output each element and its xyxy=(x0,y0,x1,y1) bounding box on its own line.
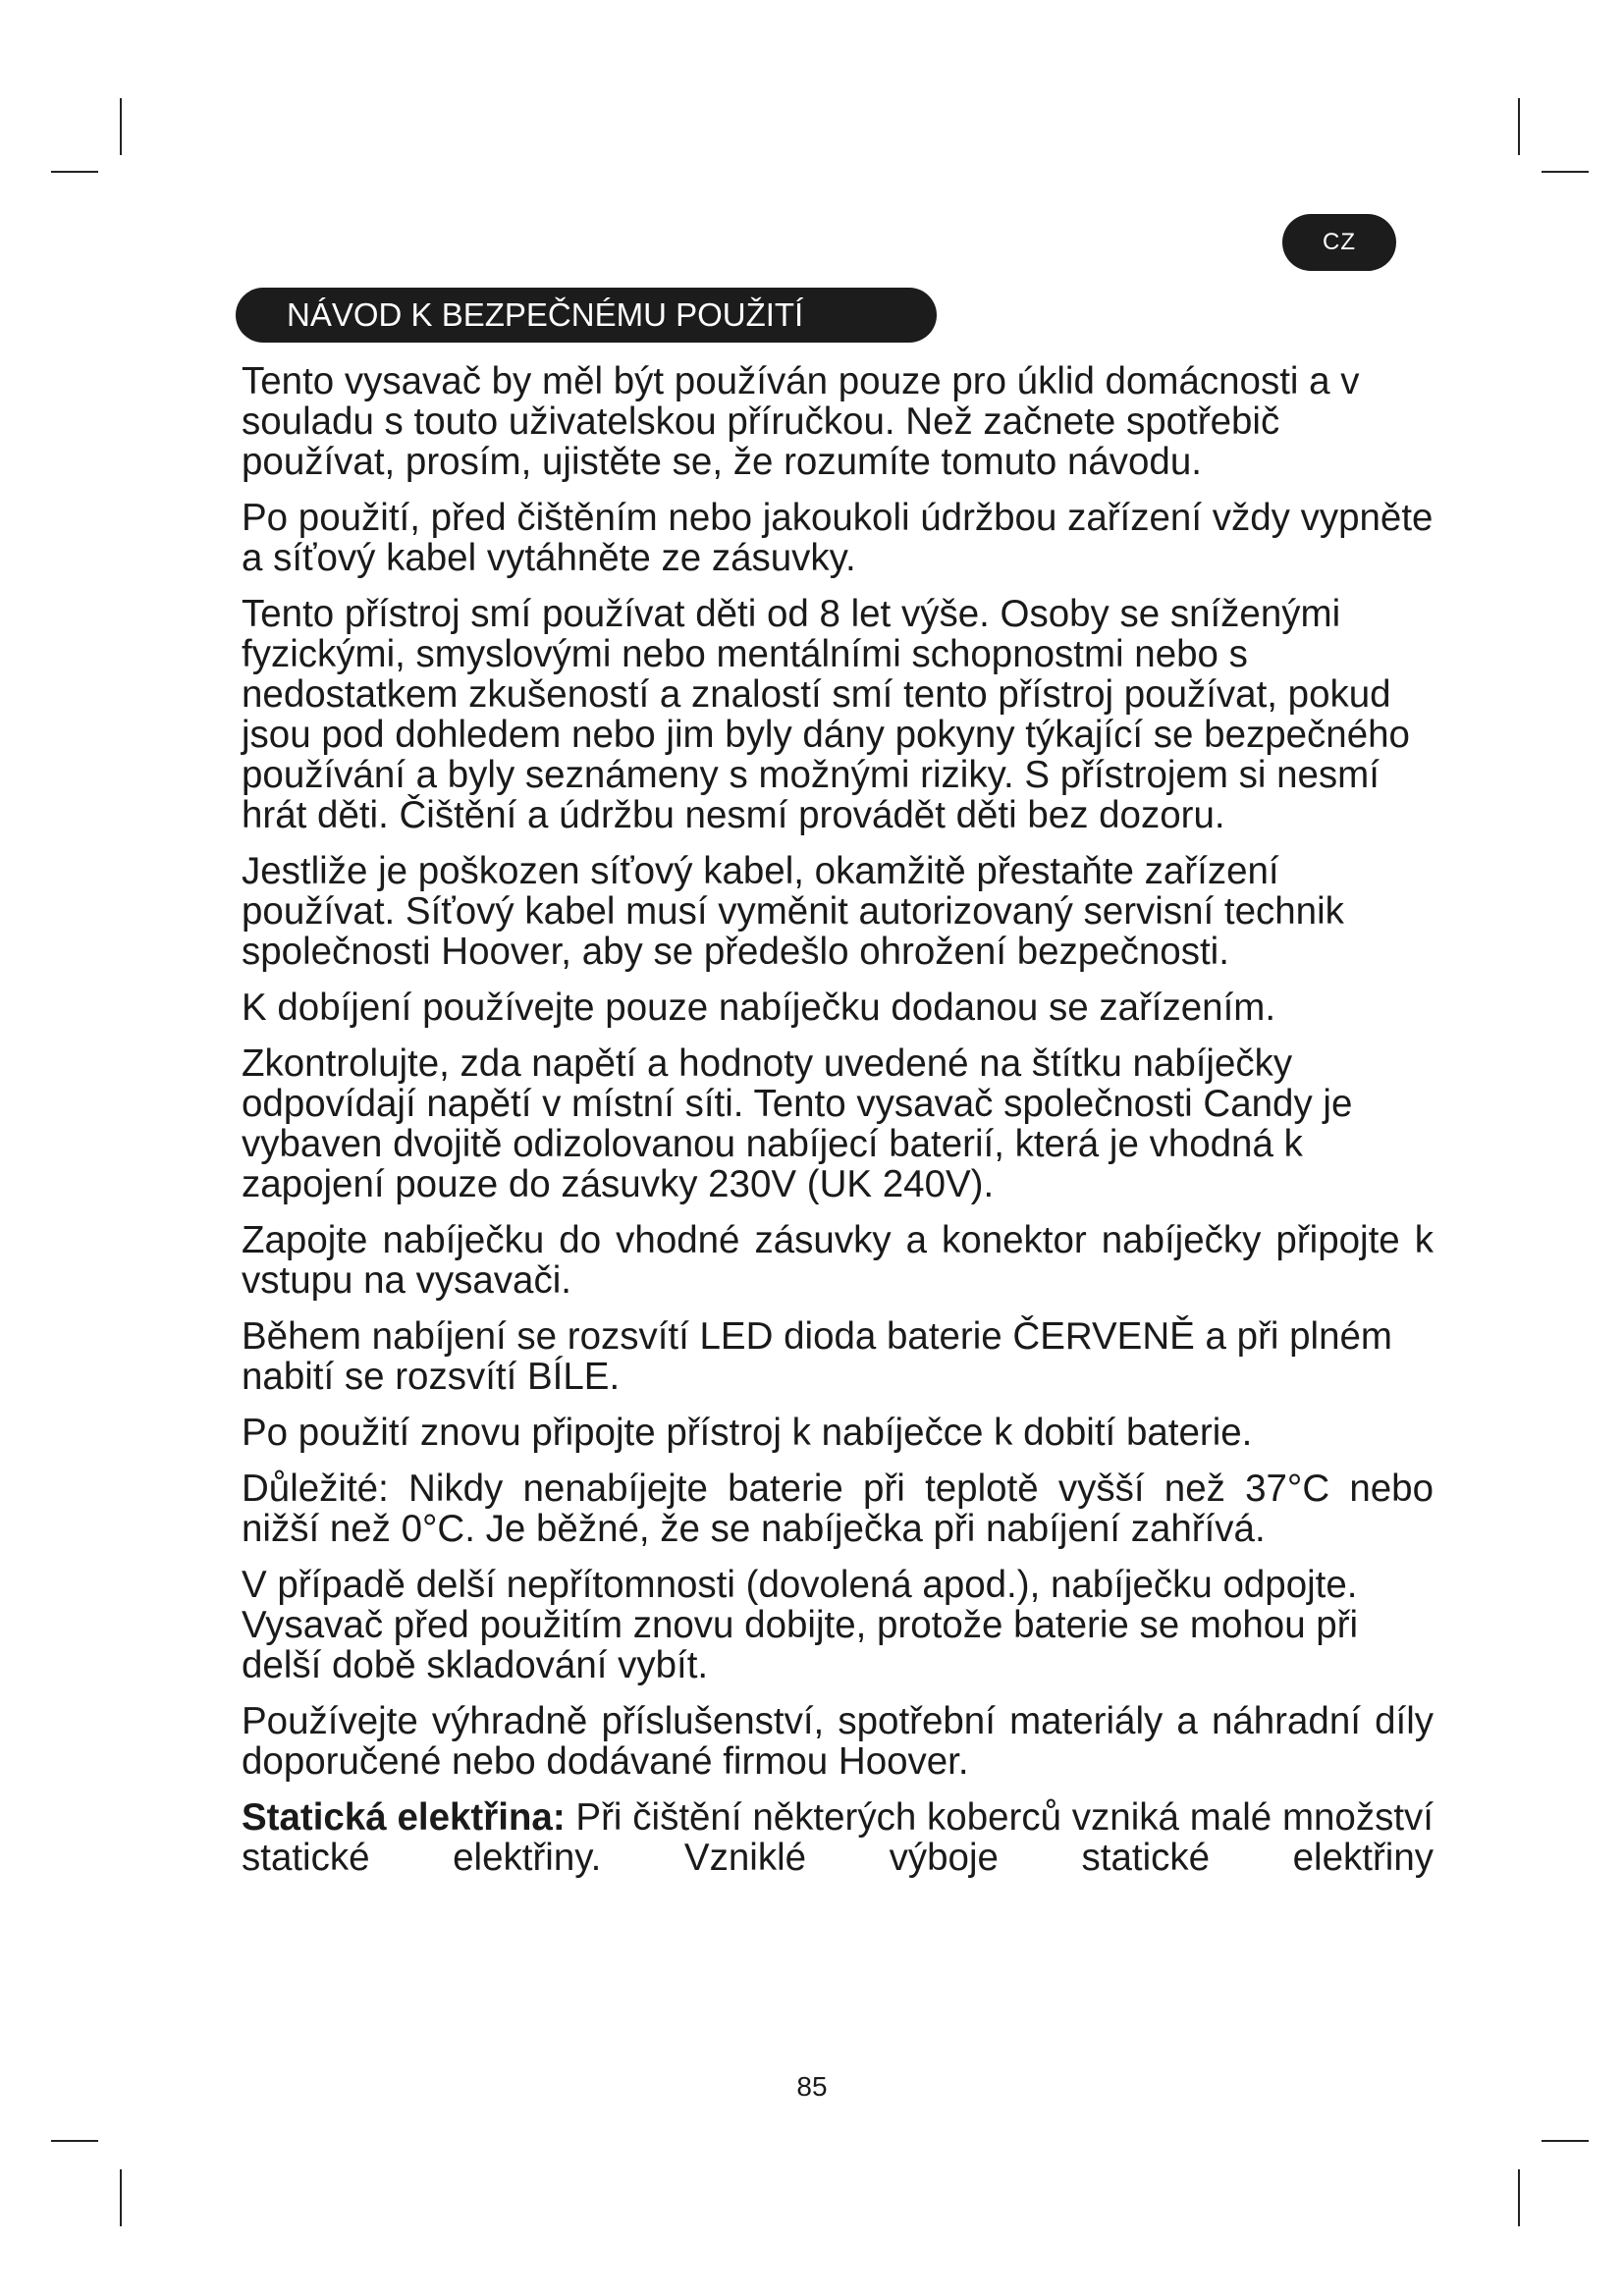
static-electricity-label: Statická elektřina: xyxy=(242,1796,566,1839)
paragraph: Po použití, před čištěním nebo jakoukoli údržbou zařízení vždy vypněte a síťový kabel vytáhněte ze zásuvky. xyxy=(242,497,1434,579)
static-electricity-text: Při čištění některých koberců vzniká malé množství statické elektřiny. Vzniklé výboje statické elektřiny xyxy=(242,1796,1434,1879)
paragraph: V případě delší nepřítomnosti (dovolená apod.), nabíječku odpojte. Vysavač před použitím znovu dobijte, protože baterie se mohou při delší době skladování vybít. xyxy=(242,1564,1359,1686)
language-badge: CZ xyxy=(1282,214,1396,271)
paragraph: Jestliže je poškozen síťový kabel, okamžitě přestaňte zařízení používat. Síťový kabel musí vyměnit autorizovaný servisní technik společnosti Hoover, aby se předešlo ohrožení bezpečnosti. xyxy=(242,850,1344,973)
paragraph: Důležité: Nikdy nenabíjejte baterie při teplotě vyšší než 37°C nebo nižší než 0°C. Je běžné, že se nabíječka při nabíjení zahřívá. xyxy=(242,1468,1434,1550)
crop-mark xyxy=(51,2140,98,2142)
crop-mark xyxy=(51,171,98,173)
document-body xyxy=(242,361,1434,1894)
paragraph: Zapojte nabíječku do vhodné zásuvky a konektor nabíječky připojte k vstupu na vysavači. xyxy=(242,1219,1434,1302)
page-number: 85 xyxy=(796,2071,828,2102)
crop-mark xyxy=(120,2169,122,2226)
paragraph: Tento vysavač by měl být používán pouze pro úklid domácnosti a v souladu s touto uživatelskou příručkou. Než začnete spotřebič používat, prosím, ujistěte se, že rozumíte tomuto návodu. xyxy=(242,360,1360,483)
crop-mark xyxy=(1542,2140,1589,2142)
paragraph: Zkontrolujte, zda napětí a hodnoty uvedené na štítku nabíječky odpovídají napětí v místní síti. Tento vysavač společnosti Candy je vybaven dvojitě odizolovanou nabíjecí baterií, která je vhodná k zapojení pouze do zásuvky 230V (UK 240V). xyxy=(242,1042,1353,1205)
paragraph: Během nabíjení se rozsvítí LED dioda baterie ČERVENĚ a při plném nabití se rozsvítí BÍLE. xyxy=(242,1315,1392,1398)
crop-mark xyxy=(120,98,122,155)
crop-mark xyxy=(1518,98,1520,155)
paragraph: Tento přístroj smí používat děti od 8 let výše. Osoby se sníženými fyzickými, smyslovými nebo mentálními schopnostmi nebo s nedostatkem zkušeností a znalostí smí tento přístroj používat, pokud jsou pod dohledem nebo jim byly dány pokyny týkající se bezpečného používání a byly seznámeny s možnými riziky. S přístrojem si nesmí hrát děti. Čištění a údržbu nesmí provádět děti bez dozoru. xyxy=(242,593,1410,836)
crop-mark xyxy=(1542,171,1589,173)
paragraph: Po použití znovu připojte přístroj k nabíječce k dobití baterie. xyxy=(242,1412,1253,1454)
static-electricity-paragraph xyxy=(242,1797,1434,1878)
paragraph: K dobíjení používejte pouze nabíječku dodanou se zařízením. xyxy=(242,987,1276,1029)
section-title: NÁVOD K BEZPEČNÉMU POUŽITÍ xyxy=(236,288,937,343)
paragraph: Používejte výhradně příslušenství, spotřební materiály a náhradní díly doporučené nebo dodávané firmou Hoover. xyxy=(242,1700,1434,1783)
crop-mark xyxy=(1518,2169,1520,2226)
